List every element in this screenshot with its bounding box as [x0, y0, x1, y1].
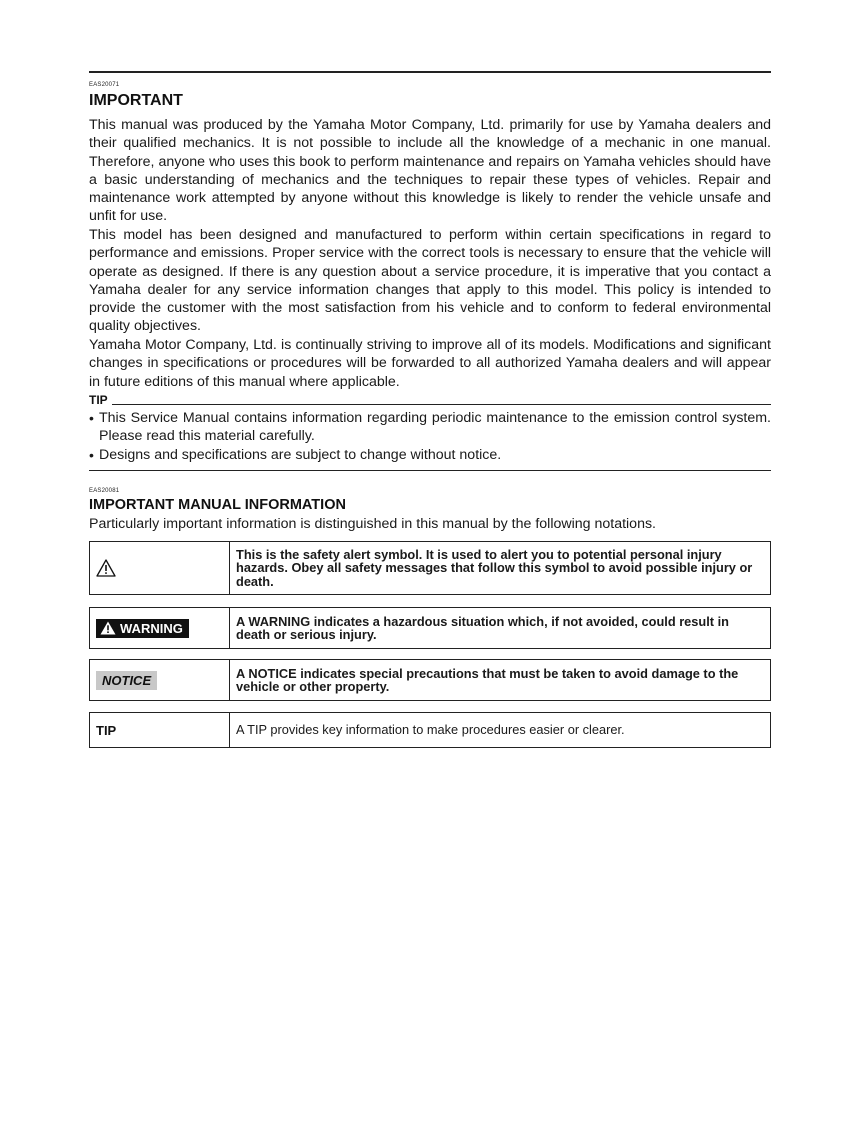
warning-triangle-icon: [100, 621, 116, 635]
notation-badge-cell: [90, 713, 230, 747]
section-heading-important: IMPORTANT: [89, 92, 183, 109]
notation-badge-cell: [90, 660, 230, 700]
tip-end-rule: [89, 470, 771, 471]
notation-row-tip: [89, 712, 771, 748]
tip-label: TIP: [89, 393, 112, 407]
paragraph-design: This model has been designed and manufactured to perform within certain specifications in regard to performance and emissions. Proper service with the correct tools is necessary to ensure that the vehicle will operate as designed. If there is any question about a service procedure, it is imperative that you contact a Yamaha dealer for any service information changes that apply to this model. This policy is intended to provide the customer with the most satisfaction from his vehicle and to conform to federal environmental quality objectives.: [89, 227, 771, 335]
notation-row-warning: [89, 607, 771, 649]
tip-rule: [89, 404, 771, 405]
notation-row-safety-alert: [89, 541, 771, 595]
notation-text: A WARNING indicates a hazardous situation which, if not avoided, could result in death or serious injury.: [236, 613, 729, 642]
top-rule: [89, 71, 771, 73]
warning-triangle-icon: [96, 559, 116, 577]
tip-header: [89, 393, 771, 407]
paragraph-intro: This manual was produced by the Yamaha Motor Company, Ltd. primarily for use by Yamaha dealers and their qualified mechanics. It is not possible to include all the knowledge of a mechanic in one manual. Therefore, anyone who uses this book to perform maintenance and repairs on Yamaha vehicles should have a basic understanding of mechanics and the techniques to repair these types of vehicles. Repair and maintenance work attempted by anyone without this knowledge is likely to render the vehicle unsafe and unfit for use.: [89, 117, 771, 225]
warning-badge: [96, 619, 189, 638]
notation-badge-cell: [90, 608, 230, 648]
notation-text: A TIP provides key information to make procedures easier or clearer.: [236, 722, 625, 738]
notation-row-notice: [89, 659, 771, 701]
notice-badge: NOTICE: [96, 671, 157, 690]
tip-list: [89, 409, 771, 464]
notation-text: A NOTICE indicates special precautions that must be taken to avoid damage to the vehicle or other property.: [236, 665, 739, 694]
tip-item: • Designs and specifications are subject to change without notice.: [89, 446, 771, 464]
section-intro: Particularly important information is distinguished in this manual by the following notations.: [89, 516, 657, 532]
tip-item: • This Service Manual contains information regarding periodic maintenance to the emission control system. Please read this material carefully.: [89, 409, 771, 446]
warning-badge-label: WARNING: [120, 620, 183, 636]
section-heading-manual-info: IMPORTANT MANUAL INFORMATION: [89, 497, 346, 513]
notation-symbol-cell: [90, 542, 230, 594]
section-code: EAS20081: [89, 488, 120, 494]
tip-badge: TIP: [96, 722, 117, 738]
notation-text: This is the safety alert symbol. It is used to alert you to potential personal injury hazards. Obey all safety messages that follow this symbol to avoid possible injury or death.: [236, 546, 753, 589]
section-code: EAS20071: [89, 82, 120, 88]
paragraph-improvements: Yamaha Motor Company, Ltd. is continually striving to improve all of its models. Modifications and significant changes in specifications or procedures will be forwarded to all authorized Yamaha dealers and will appear in future editions of this manual where applicable.: [89, 337, 771, 390]
